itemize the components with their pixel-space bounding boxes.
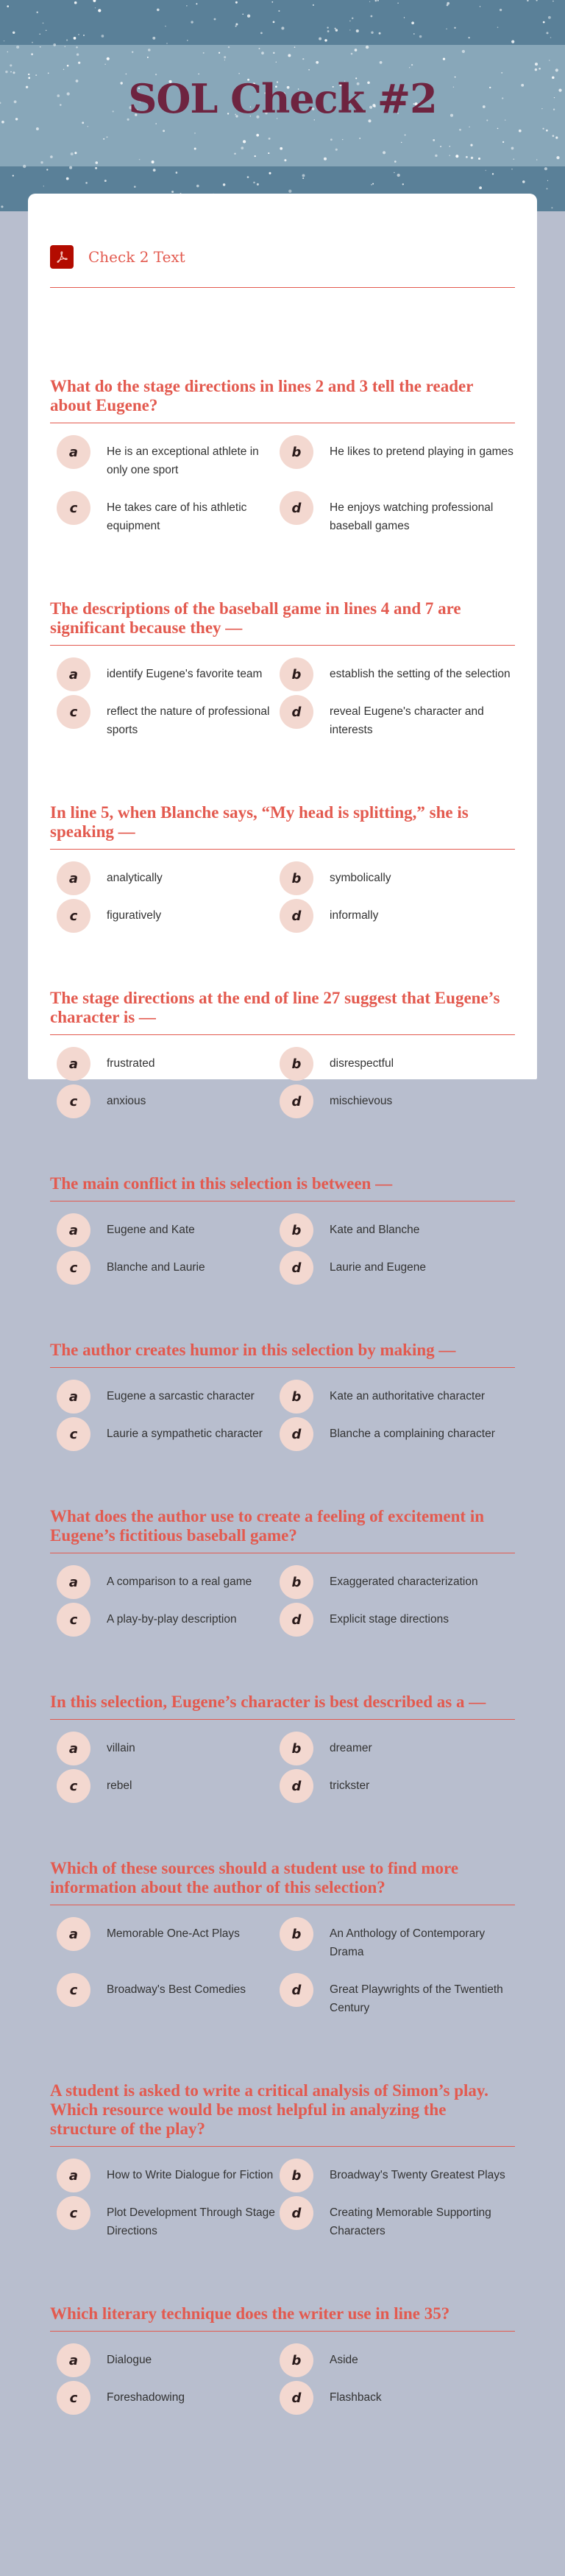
option-letter-b-badge: b [280, 435, 313, 469]
question-4 [50, 989, 515, 1119]
answer-options [50, 1380, 515, 1452]
question-11 [50, 2304, 515, 2416]
option-letter-b-badge: b [280, 1213, 313, 1247]
option-letter-d-badge: d [280, 1251, 313, 1285]
option-letter-c-badge: c [57, 1084, 90, 1118]
option-letter-c-badge: c [57, 695, 90, 729]
option-letter-b-badge: b [280, 1917, 313, 1951]
answer-option-d[interactable] [280, 899, 515, 934]
option-text: Foreshadowing [107, 2391, 185, 2404]
option-text: Flashback [330, 2391, 382, 2404]
option-text: He is an exceptional athlete in only one sport [107, 445, 259, 476]
attachment-label[interactable]: Check 2 Text [88, 248, 185, 266]
question-list [50, 377, 515, 2471]
option-letter-a-badge: a [57, 2343, 90, 2377]
option-letter-b-badge: b [280, 2159, 313, 2192]
option-letter-a-badge: a [57, 1380, 90, 1414]
option-letter-b-badge: b [280, 1732, 313, 1765]
option-text: Eugene a sarcastic character [107, 1390, 255, 1402]
answer-option-d[interactable] [280, 2196, 515, 2249]
option-text: How to Write Dialogue for Fiction [107, 2169, 274, 2181]
option-letter-d-badge: d [280, 491, 313, 525]
option-text: He likes to pretend playing in games [330, 445, 514, 458]
question-text: What does the author use to create a feeling of excitement in Eugene’s fictitious baseball game? [50, 1507, 515, 1553]
answer-option-b[interactable] [280, 1565, 515, 1600]
question-text: Which literary technique does the writer use in line 35? [50, 2304, 515, 2332]
answer-option-d[interactable] [280, 1417, 515, 1452]
option-letter-c-badge: c [57, 899, 90, 933]
answer-options [50, 861, 515, 934]
answer-option-a[interactable] [50, 435, 280, 488]
option-letter-d-badge: d [280, 899, 313, 933]
option-letter-a-badge: a [57, 861, 90, 895]
option-text: Memorable One-Act Plays [107, 1927, 240, 1940]
answer-option-b[interactable] [280, 657, 515, 692]
question-7 [50, 1507, 515, 1637]
question-5 [50, 1174, 515, 1285]
option-letter-a-badge: a [57, 657, 90, 691]
question-3 [50, 803, 515, 934]
answer-option-d[interactable] [280, 491, 515, 544]
answer-option-a[interactable] [50, 1917, 280, 1970]
option-text: reveal Eugene's character and interests [330, 705, 484, 736]
question-text: The main conflict in this selection is between — [50, 1174, 515, 1201]
option-text: informally [330, 909, 379, 922]
question-text: A student is asked to write a critical analysis of Simon’s play. Which resource would be most helpful in analyzing the structure of the play? [50, 2081, 515, 2147]
content-card [28, 194, 537, 2406]
option-letter-d-badge: d [280, 2196, 313, 2230]
answer-option-c[interactable] [50, 1251, 280, 1285]
option-text: Kate an authoritative character [330, 1390, 486, 1402]
answer-options [50, 2343, 515, 2416]
answer-option-c[interactable] [50, 1603, 280, 1637]
option-letter-c-badge: c [57, 1603, 90, 1637]
option-letter-a-badge: a [57, 435, 90, 469]
question-text: In this selection, Eugene’s character is best described as a — [50, 1693, 515, 1720]
question-8 [50, 1693, 515, 1804]
answer-options [50, 1047, 515, 1119]
answer-option-a[interactable] [50, 657, 280, 692]
option-text: Great Playwrights of the Twentieth Century [330, 1983, 503, 2014]
option-letter-c-badge: c [57, 2196, 90, 2230]
option-letter-c-badge: c [57, 491, 90, 525]
option-text: Explicit stage directions [330, 1613, 449, 1626]
header-banner [0, 0, 565, 211]
option-text: Laurie a sympathetic character [107, 1428, 263, 1440]
answer-option-c[interactable] [50, 2381, 280, 2416]
option-letter-d-badge: d [280, 1769, 313, 1803]
question-9 [50, 1859, 515, 2026]
answer-option-b[interactable] [280, 1047, 515, 1081]
question-text: The author creates humor in this selection by making — [50, 1341, 515, 1368]
answer-options [50, 1917, 515, 2026]
page-title: SOL Check #2 [128, 75, 437, 122]
answer-option-a[interactable] [50, 1213, 280, 1248]
answer-options [50, 2159, 515, 2249]
option-text: symbolically [330, 872, 391, 884]
option-letter-b-badge: b [280, 1047, 313, 1081]
answer-option-d[interactable] [280, 1251, 515, 1285]
option-text: A comparison to a real game [107, 1575, 252, 1588]
answer-options [50, 1565, 515, 1637]
question-text: The descriptions of the baseball game in lines 4 and 7 are significant because they — [50, 599, 515, 646]
answer-option-d[interactable] [280, 695, 515, 748]
answer-option-c[interactable] [50, 1769, 280, 1804]
option-letter-b-badge: b [280, 1565, 313, 1599]
answer-options [50, 1213, 515, 1285]
option-letter-a-badge: a [57, 1213, 90, 1247]
option-letter-a-badge: a [57, 1047, 90, 1081]
option-text: villain [107, 1742, 135, 1754]
option-text: establish the setting of the selection [330, 668, 511, 680]
option-text: Exaggerated characterization [330, 1575, 478, 1588]
option-letter-c-badge: c [57, 2381, 90, 2415]
option-letter-d-badge: d [280, 1973, 313, 2007]
option-letter-a-badge: a [57, 2159, 90, 2192]
answer-option-b[interactable] [280, 1732, 515, 1766]
option-text: He takes care of his athletic equipment [107, 501, 247, 532]
option-text: Plot Development Through Stage Directions [107, 2206, 275, 2237]
divider [50, 287, 515, 288]
option-letter-c-badge: c [57, 1769, 90, 1803]
answer-option-b[interactable] [280, 1380, 515, 1414]
answer-options [50, 657, 515, 748]
answer-option-c[interactable] [50, 2196, 280, 2249]
answer-option-a[interactable] [50, 2343, 280, 2378]
answer-option-a[interactable] [50, 1732, 280, 1766]
answer-option-c[interactable] [50, 1973, 280, 2026]
question-10 [50, 2081, 515, 2249]
question-6 [50, 1341, 515, 1452]
answer-option-b[interactable] [280, 861, 515, 896]
option-text: disrespectful [330, 1057, 394, 1070]
pdf-icon [50, 245, 74, 269]
answer-option-d[interactable] [280, 2381, 515, 2416]
question-text: The stage directions at the end of line 27 suggest that Eugene’s character is — [50, 989, 515, 1035]
option-letter-a-badge: a [57, 1732, 90, 1765]
option-text: Broadway's Best Comedies [107, 1983, 246, 1996]
option-text: figuratively [107, 909, 162, 922]
option-letter-b-badge: b [280, 1380, 313, 1414]
answer-option-c[interactable] [50, 899, 280, 934]
answer-option-c[interactable] [50, 1084, 280, 1119]
answer-option-d[interactable] [280, 1769, 515, 1804]
option-text: An Anthology of Contemporary Drama [330, 1927, 486, 1958]
answer-option-a[interactable] [50, 1565, 280, 1600]
answer-option-a[interactable] [50, 861, 280, 896]
option-text: Blanche and Laurie [107, 1261, 205, 1274]
answer-option-c[interactable] [50, 491, 280, 544]
option-text: frustrated [107, 1057, 155, 1070]
option-text: reflect the nature of professional sports [107, 705, 270, 736]
answer-option-d[interactable] [280, 1084, 515, 1119]
answer-option-d[interactable] [280, 1603, 515, 1637]
option-letter-d-badge: d [280, 2381, 313, 2415]
answer-options [50, 1732, 515, 1804]
answer-option-b[interactable] [280, 2343, 515, 2378]
option-letter-c-badge: c [57, 1251, 90, 1285]
answer-options [50, 435, 515, 544]
option-text: Broadway's Twenty Greatest Plays [330, 2169, 505, 2181]
answer-option-b[interactable] [280, 1213, 515, 1248]
option-letter-d-badge: d [280, 695, 313, 729]
option-text: trickster [330, 1779, 370, 1792]
answer-option-a[interactable] [50, 1047, 280, 1081]
option-text: Blanche a complaining character [330, 1428, 495, 1440]
option-text: Dialogue [107, 2354, 152, 2366]
answer-option-a[interactable] [50, 1380, 280, 1414]
option-letter-d-badge: d [280, 1084, 313, 1118]
question-text: What do the stage directions in lines 2 and 3 tell the reader about Eugene? [50, 377, 515, 423]
option-letter-d-badge: d [280, 1603, 313, 1637]
option-text: Eugene and Kate [107, 1224, 195, 1236]
answer-option-a[interactable] [50, 2159, 280, 2193]
pdf-attachment-link[interactable] [50, 245, 515, 269]
option-letter-b-badge: b [280, 657, 313, 691]
question-2 [50, 599, 515, 748]
option-text: rebel [107, 1779, 132, 1792]
question-text: In line 5, when Blanche says, “My head is splitting,” she is speaking — [50, 803, 515, 850]
option-text: mischievous [330, 1095, 393, 1107]
option-text: Creating Memorable Supporting Characters [330, 2206, 491, 2237]
answer-option-c[interactable] [50, 695, 280, 748]
option-text: He enjoys watching professional baseball games [330, 501, 494, 532]
answer-option-d[interactable] [280, 1973, 515, 2026]
option-text: A play-by-play description [107, 1613, 237, 1626]
option-letter-b-badge: b [280, 2343, 313, 2377]
option-text: Laurie and Eugene [330, 1261, 427, 1274]
question-text: Which of these sources should a student use to find more information about the author of this selection? [50, 1859, 515, 1905]
option-letter-a-badge: a [57, 1565, 90, 1599]
answer-option-b[interactable] [280, 1917, 515, 1970]
option-letter-b-badge: b [280, 861, 313, 895]
option-text: Aside [330, 2354, 358, 2366]
option-letter-a-badge: a [57, 1917, 90, 1951]
answer-option-b[interactable] [280, 435, 515, 488]
option-text: Kate and Blanche [330, 1224, 420, 1236]
answer-option-c[interactable] [50, 1417, 280, 1452]
answer-option-b[interactable] [280, 2159, 515, 2193]
option-letter-d-badge: d [280, 1417, 313, 1451]
option-text: dreamer [330, 1742, 372, 1754]
option-text: anxious [107, 1095, 146, 1107]
option-letter-c-badge: c [57, 1417, 90, 1451]
option-text: identify Eugene's favorite team [107, 668, 263, 680]
option-text: analytically [107, 872, 163, 884]
question-1 [50, 377, 515, 544]
option-letter-c-badge: c [57, 1973, 90, 2007]
